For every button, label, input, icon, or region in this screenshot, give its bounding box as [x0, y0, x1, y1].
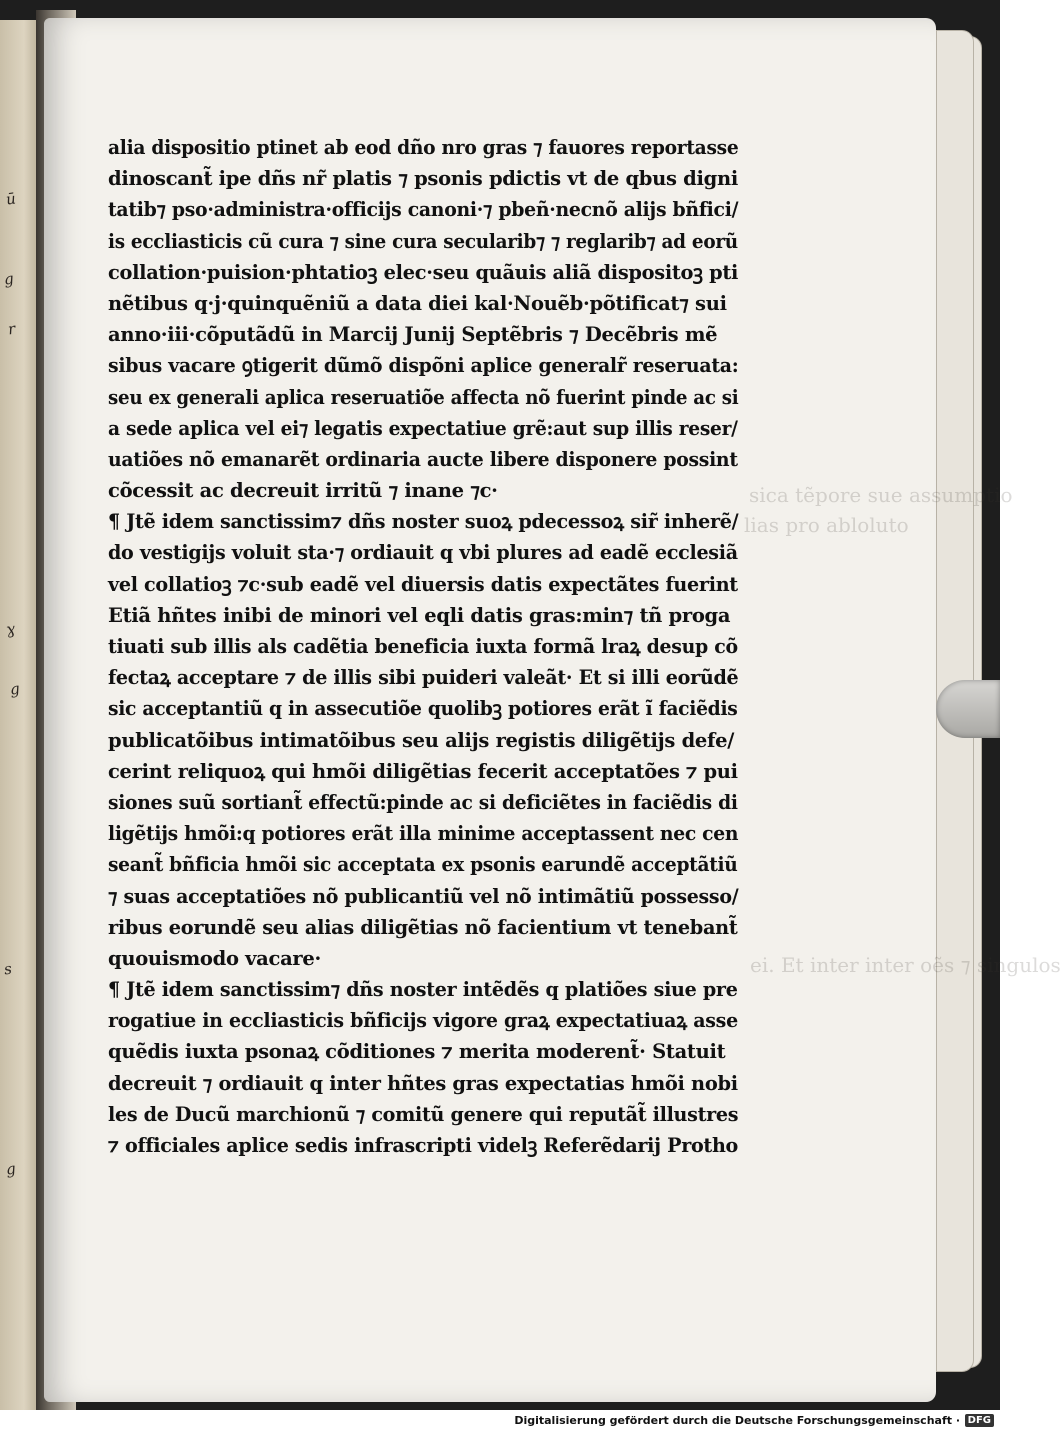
text-line: uatiões nõ emanarẽt ordinaria aucte libere disponere possint: [108, 447, 738, 471]
footer-bar: [0, 1410, 1000, 1433]
text-line: seu ex generali aplica reseruatiõe affecta nõ fuerint pinde ac si: [108, 385, 739, 409]
text-line: ligẽtijs hmõi:q potiores erãt illa minime acceptassent nec cen: [108, 822, 739, 846]
text-line: cõcessit ac decreuit irritũ ⁊ inane ⁊c·: [108, 479, 498, 503]
text-line: quouismodo vacare·: [108, 946, 321, 970]
text-line: les de Ducũ marchionũ ⁊ comitũ genere qui reputãt̃ illustres: [108, 1102, 739, 1126]
text-line: quẽdis iuxta psonaꝝ cõditiones ⁊ merita moderent̃· Statuit: [108, 1040, 726, 1064]
text-line: anno·iii·cõputãdũ in Marcij Junij Septẽbris ⁊ Decẽbris mẽ: [108, 323, 718, 347]
text-line: seant̃ bñficia hmõi sic acceptata ex psonis earundẽ acceptãtiũ: [108, 853, 738, 877]
text-line: do vestigijs voluit sta·⁊ ordiauit q vbi plures ad eadẽ ecclesiã: [108, 541, 738, 565]
text-line: siones suũ sortiant̃ effectũ:pinde ac si deficiẽtes in faciẽdis di: [108, 790, 738, 814]
paragraph-start-line: ¶ Jtẽ idem sanctissim⁊ dñs noster suoꝝ pdecessoꝝ sir̃ inherẽ/: [108, 510, 739, 534]
text-line: sic acceptantiũ q in assecutiõe quolibꝫ potiores erãt ĩ faciẽdis: [108, 697, 738, 721]
bleed-through: lias pro abloluto: [744, 513, 909, 537]
funding-credit: Digitalisierung gefördert durch die Deutsche Forschungsgemeinschaft ·: [514, 1414, 960, 1427]
text-line: tiuati sub illis als cadẽtia beneficia iuxta formã lraꝝ desup cõ: [108, 635, 738, 658]
paragraph-start-line: ¶ Jtẽ idem sanctissim⁊ dñs noster intẽdẽs q platiões siue pre: [108, 978, 738, 1002]
text-line: tatib⁊ pso·administra·officijs canoni·⁊ pbeñ·necnõ alijs bñfici/: [108, 198, 739, 222]
text-line: decreuit ⁊ ordiauit q inter hñtes gras expectatias hmõi nobi: [108, 1071, 738, 1095]
text-line: Etiã hñtes inibi de minori vel eqli datis gras:min⁊ tñ proga: [108, 603, 731, 627]
body-text: [108, 132, 738, 1161]
text-line: collation·puision·phtatioꝫ elec·seu quãuis aliã dispositoꝫ pti: [108, 260, 739, 284]
page-clip: [936, 680, 1000, 738]
text-line: fectaꝝ acceptare ⁊ de illis sibi puideri valeãt· Et si illi eorũdẽ: [108, 666, 739, 690]
facing-page-edge: ū g r ɣ g s g: [0, 20, 40, 1410]
dfg-logo: DFG: [965, 1414, 994, 1427]
text-line: dinoscant̃ ipe dñs nr̃ platis ⁊ psonis pdictis vt de qbus digni: [108, 167, 738, 191]
text-line: vel collatioꝫ ⁊c·sub eadẽ vel diuersis datis expectãtes fuerint: [108, 572, 738, 596]
text-line: is eccliasticis cũ cura ⁊ sine cura secularib⁊ ⁊ reglarib⁊ ad eorũ: [108, 229, 738, 253]
text-line: alia dispositio ptinet ab eod dño nro gras ⁊ fauores reportasse: [108, 136, 739, 159]
bleed-through: ei. Et inter inter oẽs ⁊ singulos: [750, 953, 1061, 977]
text-line: a sede aplica vel ei⁊ legatis expectatiue grẽ:aut sup illis reser/: [108, 416, 738, 440]
text-line: rogatiue in eccliasticis bñficijs vigore graꝝ expectatiuaꝝ asse: [108, 1009, 738, 1033]
text-line: ribus eorundẽ seu alias diligẽtias nõ facientium vt tenebant̃: [108, 915, 738, 939]
text-line: publicatõibus intimatõibus seu alijs registis diligẽtijs defe/: [108, 728, 735, 752]
text-line: ⁊ officiales aplice sedis infrascripti videlꝫ Referẽdarij Protho: [108, 1134, 738, 1157]
text-line: cerint reliquoꝝ qui hmõi diligẽtias fecerit acceptatões ⁊ pui: [108, 759, 738, 783]
bleed-through: sica tẽpore sue assumptio: [749, 483, 1013, 507]
text-line: ⁊ suas acceptatiões nõ publicantiũ vel nõ intimãtiũ possesso/: [108, 884, 739, 908]
text-line: sibus vacare ꝯtigerit dũmõ dispõni aplice generalr̃ reseruata:: [108, 354, 739, 378]
text-line: nẽtibus q·j·quinquẽniũ a data diei kal·Nouẽb·põtificat⁊ sui: [108, 291, 727, 315]
